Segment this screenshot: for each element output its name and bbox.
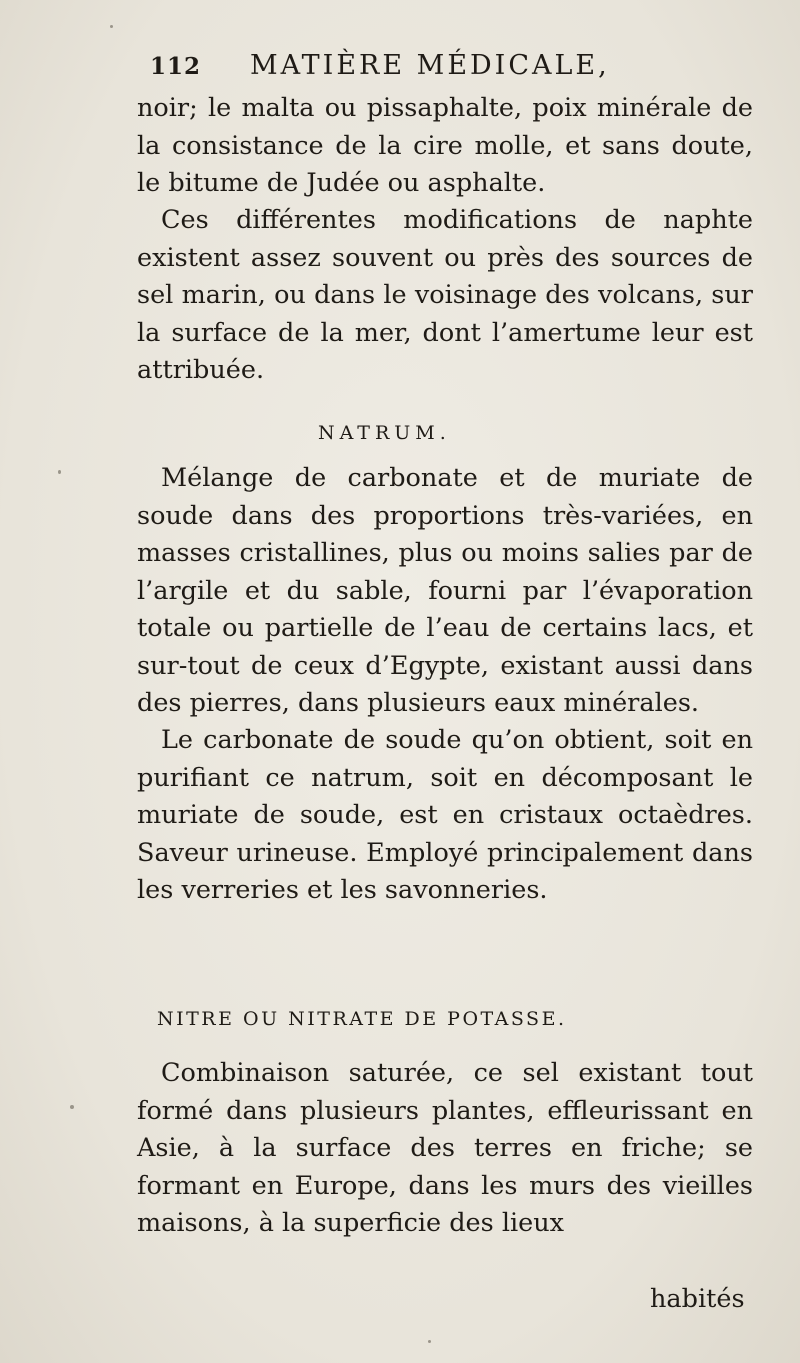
- paper-speck: [428, 1340, 431, 1343]
- catchword: habités: [650, 1284, 745, 1314]
- paragraph-1: noir; le malta ou pissaphalte, poix minérale de la consistance de la cire molle, et sans doute, le bitume de Judée ou asphalte.: [137, 93, 753, 198]
- page-number: 112: [150, 53, 202, 80]
- paper-speck: [110, 25, 113, 28]
- section-heading-natrum: NATRUM.: [318, 422, 451, 444]
- paper-speck: [70, 1105, 74, 1109]
- paragraph-2: Ces différentes modifications de naphte existent assez souvent ou près des sources de sel marin, ou dans le voisinage des volcans, sur la surface de la mer, dont l’amertume leur est attribuée.: [137, 205, 753, 385]
- paragraph-4: Le carbonate de soude qu’on obtient, soit en purifiant ce natrum, soit en décomposant le muriate de soude, est en cristaux octaèdres. Saveur urineuse. Employé principalement dans les verreries et les savonneries.: [137, 725, 753, 905]
- section-heading-nitre: NITRE OU NITRATE DE POTASSE.: [157, 1008, 567, 1030]
- paragraph-5: Combinaison saturée, ce sel existant tout formé dans plusieurs plantes, effleurissant en Asie, à la surface des terres en friche; se formant en Europe, dans les murs des vieilles maisons, à la superficie des lieux: [137, 1058, 753, 1238]
- paragraph-3: Mélange de carbonate et de muriate de soude dans des proportions très-variées, en masses cristallines, plus ou moins salies par de l’argile et du sable, fourni par l’évaporation totale ou partielle de l’eau de certains lacs, et sur-tout de ceux d’Egypte, existant aussi dans des pierres, dans plusieurs eaux minérales.: [137, 463, 753, 718]
- running-title: MATIÈRE MÉDICALE,: [250, 50, 610, 81]
- paper-speck: [58, 470, 61, 474]
- page-header: [150, 50, 710, 90]
